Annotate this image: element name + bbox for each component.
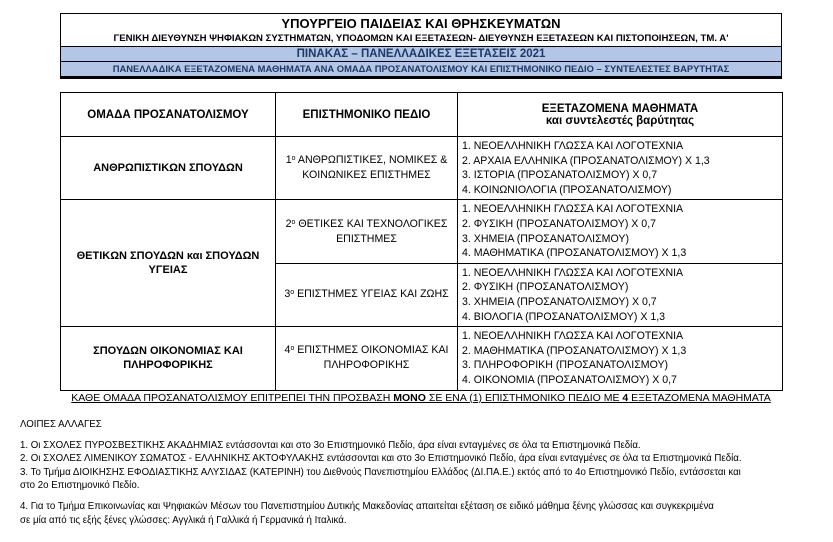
footnote-part1: ΚΑΘΕ ΟΜΑΔΑ ΠΡΟΣΑΝΑΤΟΛΙΣΜΟΥ ΕΠΙΤΡΕΠΕΙ ΤΗΝ ΠΡΟΣΒΑΣΗ <box>71 392 394 404</box>
field-number: 4 <box>284 344 291 357</box>
table-row <box>61 137 783 200</box>
footnote-part3: ΕΞΕΤΑΖΟΜΕΝΑ ΜΑΘΗΜΑΤΑ <box>628 392 771 404</box>
change-item: σε μία από τις εξής ξένες γλώσσες: Αγγλικά ή Γαλλικά ή Γερμανικά ή Ιταλικά. <box>20 514 347 526</box>
field-ordinal: ο <box>291 218 296 226</box>
other-changes <box>20 418 820 527</box>
subject-item: 3. ΧΗΜΕΙΑ (ΠΡΟΣΑΝΑΤΟΛΙΣΜΟΥ) <box>462 232 629 245</box>
change-item: στο 2ο Επιστημονικό Πεδίο. <box>20 480 140 492</box>
column-header-group: ΟΜΑΔΑ ΠΡΟΣΑΝΑΤΟΛΙΣΜΟΥ <box>61 93 276 137</box>
group-cell: ΑΝΘΡΩΠΙΣΤΙΚΩΝ ΣΠΟΥΔΩΝ <box>61 137 276 200</box>
subject-item: 2. ΜΑΘΗΜΑΤΙΚΑ (ΠΡΟΣΑΝΑΤΟΛΙΣΜΟΥ) Χ 1,3 <box>462 344 687 357</box>
field-label-line2: ΕΠΙΣΤΗΜΕΣ <box>336 232 397 245</box>
subject-item: 1. ΝΕΟΕΛΛΗΝΙΚΗ ΓΛΩΣΣΑ ΚΑΙ ΛΟΓΟΤΕΧΝΙΑ <box>462 330 684 343</box>
column-header-subjects <box>458 93 783 137</box>
field-ordinal: ο <box>290 345 295 353</box>
group-cell: ΣΠΟΥΔΩΝ ΟΙΚΟΝΟΜΙΑΣ ΚΑΙ ΠΛΗΡΟΦΟΡΙΚΗΣ <box>61 327 276 390</box>
field-label-line2: ΠΛΗΡΟΦΟΡΙΚΗΣ <box>323 359 410 372</box>
footnote-part2: ΣΕ ΕΝΑ (1) ΕΠΙΣΤΗΜΟΝΙΚΟ ΠΕΔΙΟ ΜΕ <box>425 392 623 404</box>
field-ordinal: ο <box>290 289 295 297</box>
directorate-title: ΓΕΝΙΚΗ ΔΙΕΥΘΥΝΣΗ ΨΗΦΙΑΚΩΝ ΣΥΣΤΗΜΑΤΩΝ, ΥΠΟΔΟΜΩΝ ΚΑΙ ΕΞΕΤΑΣΕΩΝ- ΔΙΕΥΘΥΝΣΗ ΕΞΕΤΑΣΕΩΝ ΚΑΙ ΠΙΣΤΟΠΟΙΗΣΕΩΝ, ΤΜ. Α' <box>113 33 729 44</box>
field-cell <box>276 327 458 390</box>
subject-item: 4. ΟΙΚΟΝΟΜΙΑ (ΠΡΟΣΑΝΑΤΟΛΙΣΜΟΥ) Χ 0,7 <box>462 373 677 386</box>
subjects-cell <box>458 263 783 326</box>
changes-title: ΛΟΙΠΕΣ ΑΛΛΑΓΕΣ <box>20 419 102 430</box>
subjects-table <box>60 92 783 391</box>
field-cell <box>276 137 458 200</box>
subjects-cell <box>458 200 783 263</box>
footnote <box>60 392 782 404</box>
column-header-field: ΕΠΙΣΤΗΜΟΝΙΚΟ ΠΕΔΙΟ <box>276 93 458 137</box>
header-block <box>61 14 781 47</box>
subject-item: 4. ΚΟΙΝΩΝΙΟΛΟΓΙΑ (ΠΡΟΣΑΝΑΤΟΛΙΣΜΟΥ) <box>462 183 672 196</box>
table-header-row <box>61 93 783 137</box>
field-label-line2: ΚΟΙΝΩΝΙΚΕΣ ΕΠΙΣΤΗΜΕΣ <box>302 169 431 182</box>
subjects-cell <box>458 137 783 200</box>
subject-item: 4. ΜΑΘΗΜΑΤΙΚΑ (ΠΡΟΣΑΝΑΤΟΛΙΣΜΟΥ) Χ 1,3 <box>462 247 687 260</box>
column-header-subjects-line2: και συντελεστές βαρύτητας <box>545 114 695 127</box>
subject-item: 3. ΧΗΜΕΙΑ (ΠΡΟΣΑΝΑΤΟΛΙΣΜΟΥ) Χ 0,7 <box>462 295 657 308</box>
subject-item: 2. ΦΥΣΙΚΗ (ΠΡΟΣΑΝΑΤΟΛΙΣΜΟΥ) Χ 0,7 <box>462 217 657 230</box>
subject-item: 1. ΝΕΟΕΛΛΗΝΙΚΗ ΓΛΩΣΣΑ ΚΑΙ ΛΟΓΟΤΕΧΝΙΑ <box>462 203 684 216</box>
table-row <box>61 200 783 263</box>
subject-item: 3. ΙΣΤΟΡΙΑ (ΠΡΟΣΑΝΑΤΟΛΙΣΜΟΥ) Χ 0,7 <box>462 169 658 182</box>
document-header <box>60 13 782 79</box>
field-label: ΑΝΘΡΩΠΙΣΤΙΚΕΣ, ΝΟΜΙΚΕΣ & <box>297 154 448 167</box>
subject-item: 1. ΝΕΟΕΛΛΗΝΙΚΗ ΓΛΩΣΣΑ ΚΑΙ ΛΟΓΟΤΕΧΝΙΑ <box>462 266 684 279</box>
subjects-cell <box>458 327 783 390</box>
footnote-emphasis-four: 4 <box>622 392 629 404</box>
change-item: 1. Οι ΣΧΟΛΕΣ ΠΥΡΟΣΒΕΣΤΙΚΗΣ ΑΚΑΔΗΜΙΑΣ εντάσσονται και στο 3ο Επιστημονικό Πεδίο, άρα είναι ενταγμένες σε όλα τα Επιστημονικά Πεδία. <box>20 439 641 451</box>
field-number: 3 <box>284 288 291 301</box>
subject-item: 3. ΠΛΗΡΟΦΟΡΙΚΗ (ΠΡΟΣΑΝΑΤΟΛΙΣΜΟΥ) <box>462 359 669 372</box>
field-cell <box>276 200 458 263</box>
footnote-emphasis-only: ΜΟΝΟ <box>393 392 426 404</box>
group-cell: ΘΕΤΙΚΩΝ ΣΠΟΥΔΩΝ και ΣΠΟΥΔΩΝ ΥΓΕΙΑΣ <box>61 200 276 327</box>
field-number: 1 <box>285 154 292 167</box>
ministry-title: ΥΠΟΥΡΓΕΙΟ ΠΑΙΔΕΙΑΣ ΚΑΙ ΘΡΗΣΚΕΥΜΑΤΩΝ <box>281 16 561 31</box>
column-header-subjects-line1: ΕΞΕΤΑΖΟΜΕΝΑ ΜΑΘΗΜΑΤΑ <box>541 102 699 115</box>
field-label: ΘΕΤΙΚΕΣ ΚΑΙ ΤΕΧΝΟΛΟΓΙΚΕΣ <box>298 217 448 230</box>
change-item: 2. Οι ΣΧΟΛΕΣ ΛΙΜΕΝΙΚΟΥ ΣΩΜΑΤΟΣ - ΕΛΛΗΝΙΚΗΣ ΑΚΤΟΦΥΛΑΚΗΣ εντάσσονται και στο 3ο Επιστημονικό Πεδίο, άρα είναι ενταγμένες σε όλα τα Επιστημονικά Πεδία. <box>20 453 742 465</box>
field-label: ΕΠΙΣΤΗΜΕΣ ΥΓΕΙΑΣ ΚΑΙ ΖΩΗΣ <box>297 288 449 301</box>
table-row <box>61 327 783 390</box>
change-item: 4. Για το Τμήμα Επικοινωνίας και Ψηφιακών Μέσων του Πανεπιστημίου Δυτικής Μακεδονίας απαιτείται εξέταση σε ειδικό μάθημα ξένης γλώσσας και συγκεκριμένα <box>20 500 714 512</box>
change-item: 3. Το Τμήμα ΔΙΟΙΚΗΣΗΣ ΕΦΟΔΙΑΣΤΙΚΗΣ ΑΛΥΣΙΔΑΣ (ΚΑΤΕΡΙΝΗ) του Διεθνούς Πανεπιστημίου Ελλάδος (ΔΙ.ΠΑ.Ε.) εκτός από το 4ο Επιστημονικό Πεδίο, εντάσσεται και <box>20 466 741 478</box>
subject-item: 2. ΦΥΣΙΚΗ (ΠΡΟΣΑΝΑΤΟΛΙΣΜΟΥ) <box>462 281 629 294</box>
table-title: ΠΙΝΑΚΑΣ – ΠΑΝΕΛΛΑΔΙΚΕΣ ΕΞΕΤΑΣΕΙΣ 2021 <box>61 47 781 62</box>
field-number: 2 <box>285 217 292 230</box>
field-ordinal: ο <box>291 155 296 163</box>
subject-item: 1. ΝΕΟΕΛΛΗΝΙΚΗ ΓΛΩΣΣΑ ΚΑΙ ΛΟΓΟΤΕΧΝΙΑ <box>462 140 684 152</box>
field-label: ΕΠΙΣΤΗΜΕΣ ΟΙΚΟΝΟΜΙΑΣ ΚΑΙ <box>297 344 449 357</box>
table-subtitle: ΠΑΝΕΛΛΑΔΙΚΑ ΕΞΕΤΑΖΟΜΕΝΑ ΜΑΘΗΜΑΤΑ ΑΝΑ ΟΜΑΔΑ ΠΡΟΣΑΝΑΤΟΛΙΣΜΟΥ ΚΑΙ ΕΠΙΣΤΗΜΟΝΙΚΟ ΠΕΔΙΟ – ΣΥΝΤΕΛΕΣΤΕΣ ΒΑΡΥΤΗΤΑΣ <box>61 62 781 78</box>
field-cell <box>276 263 458 326</box>
subject-item: 2. ΑΡΧΑΙΑ ΕΛΛΗΝΙΚΑ (ΠΡΟΣΑΝΑΤΟΛΙΣΜΟΥ) Χ 1,3 <box>462 154 710 167</box>
subject-item: 4. ΒΙΟΛΟΓΙΑ (ΠΡΟΣΑΝΑΤΟΛΙΣΜΟΥ) Χ 1,3 <box>462 310 666 323</box>
